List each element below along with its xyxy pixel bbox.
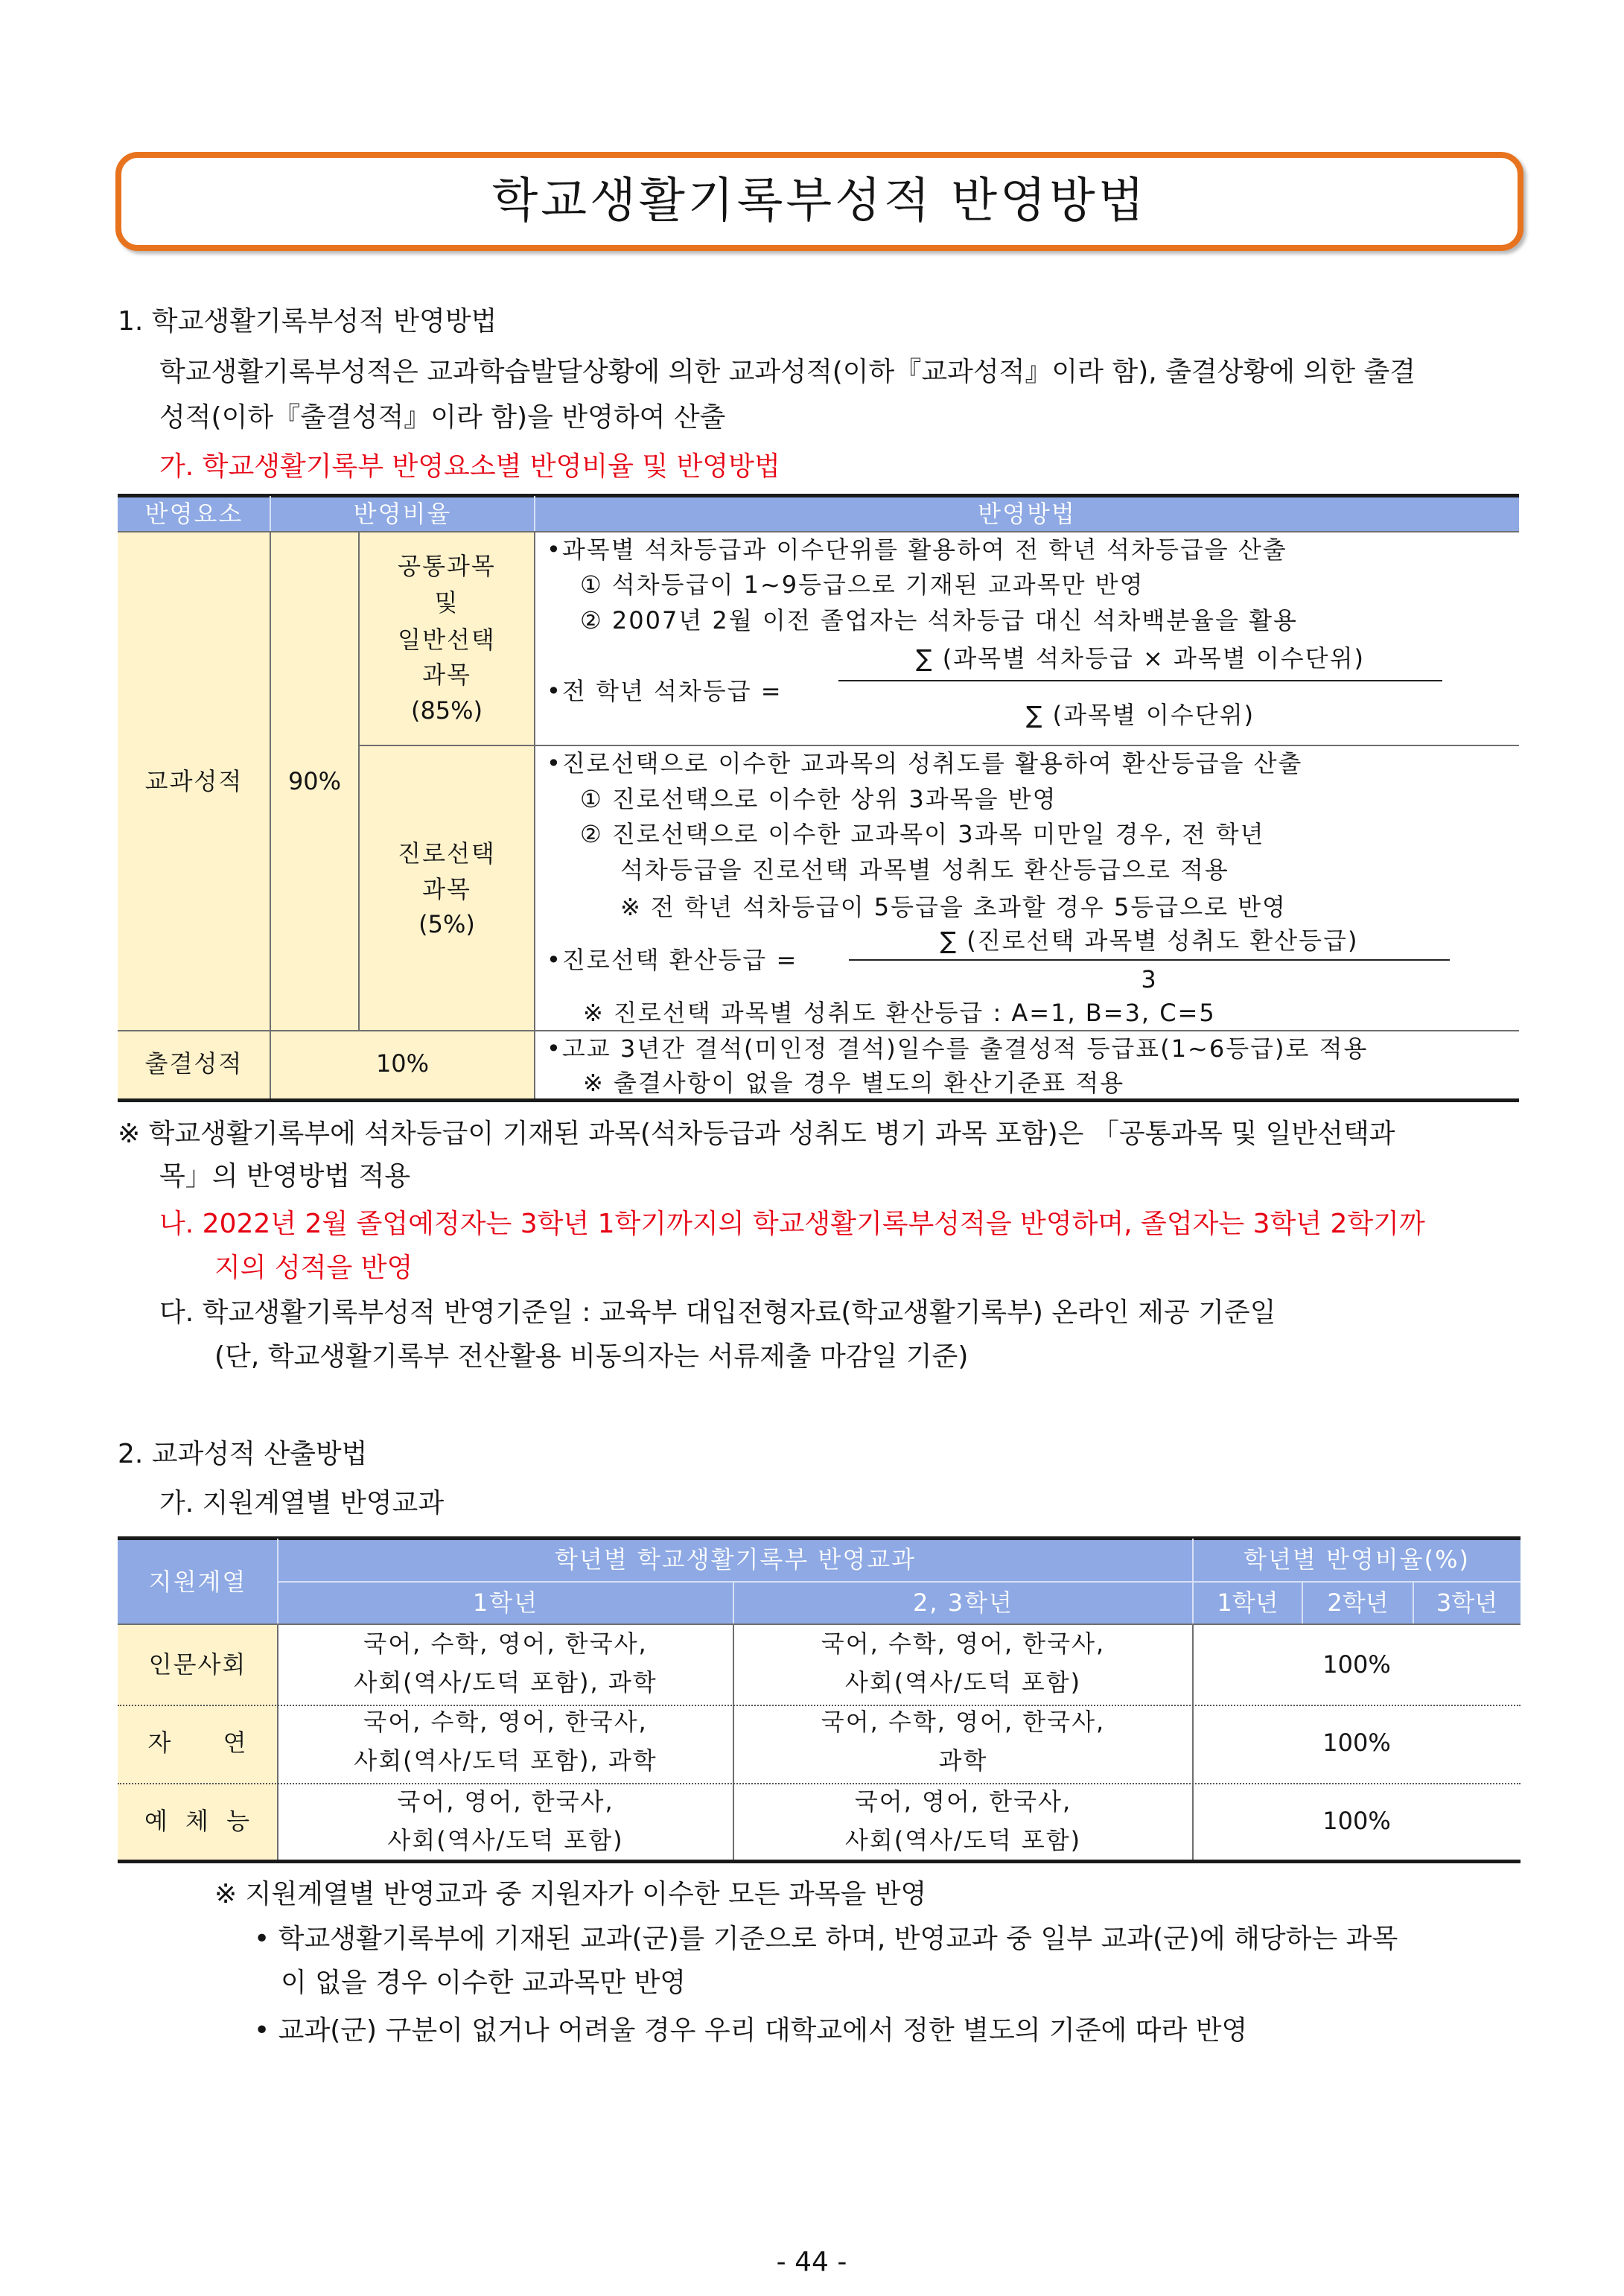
row-divider [118,1783,1520,1784]
career-label-line: 과목 [422,875,471,903]
section1-item-b: 나. 2022년 2월 졸업예정자는 3학년 1학기까지의 학교생활기록부성적을 반영하며, 졸업자는 3학년 2학기까 [159,1209,1425,1239]
ratio-value: 100% [1322,1807,1391,1835]
table-bottom-rule [118,1098,1519,1102]
track-label: 인문사회 [148,1650,247,1679]
header-ratio: 반영비율 [353,500,452,528]
career-note: ※ 진로선택 과목별 성취도 환산등급 : A=1, B=3, C=5 [583,999,1216,1027]
attendance-ratio: 10% [375,1049,430,1078]
common-method-line: •과목별 석차등급과 이수단위를 활용하여 전 학년 석차등급을 산출 [547,535,1287,564]
formula-denominator: ∑ (과목별 이수단위) [1025,701,1255,729]
career-method-line: ① 진로선택으로 이수한 상위 3과목을 반영 [580,785,1057,813]
ratio-value: 100% [1322,1729,1391,1757]
header-bottom-rule [118,1624,1520,1625]
attendance-label: 출결성적 [144,1049,243,1078]
fraction-bar [849,959,1450,961]
column-divider [270,532,271,1100]
page-title: 학교생활기록부성적 반영방법 [491,174,1147,229]
grade1-subjects-line: 국어, 수학, 영어, 한국사, [363,1629,648,1658]
common-label-line: (85%) [410,696,483,725]
grade1-subjects-line: 사회(역사/도덕 포함) [387,1826,624,1854]
section2-item-a: 가. 지원계열별 반영교과 [159,1488,445,1519]
section1-item-b: 지의 성적을 반영 [214,1253,413,1283]
page-number: - 44 - [776,2247,847,2277]
career-method-line: ② 진로선택으로 이수한 교과목이 3과목 미만일 경우, 전 학년 [580,820,1265,848]
header-track: 지원계열 [148,1568,247,1596]
row-divider [118,1705,1520,1706]
grade1-subjects-line: 국어, 수학, 영어, 한국사, [363,1708,648,1736]
header-ratio-grade2: 2학년 [1327,1589,1389,1617]
fraction-bar [838,680,1442,681]
common-label-line: 과목 [422,661,471,689]
row-divider [118,1030,1519,1031]
career-label-line: (5%) [418,910,475,938]
section2-note: • 학교생활기록부에 기재된 교과(군)를 기준으로 하며, 반영교과 중 일부 교과(군)에 해당하는 과목 [254,1924,1398,1954]
career-method-line: ※ 전 학년 석차등급이 5등급을 초과할 경우 5등급으로 반영 [620,893,1287,921]
title-box [115,152,1523,251]
header-ratio-grade1: 1학년 [1217,1589,1278,1617]
section2-note: ※ 지원계열별 반영교과 중 지원자가 이수한 모든 과목을 반영 [214,1879,927,1909]
header-ratio-grade3: 3학년 [1436,1589,1498,1617]
grade23-subjects-line: 국어, 수학, 영어, 한국사, [821,1708,1106,1736]
section2-note: 이 없을 경우 이수한 교과목만 반영 [281,1968,687,1998]
section1-item-c: (단, 학교생활기록부 전산활용 비동의자는 서류제출 마감일 기준) [214,1341,969,1372]
subject-grade-label: 교과성적 [144,767,243,795]
track-label: 자 연 [147,1729,248,1757]
common-label-line: 공통과목 [398,552,496,580]
header-element: 반영요소 [144,500,243,528]
formula-denominator: 3 [1141,965,1158,993]
career-method-line: 석차등급을 진로선택 과목별 성취도 환산등급으로 적용 [620,856,1229,884]
grade23-subjects-line: 국어, 영어, 한국사, [854,1787,1072,1816]
attendance-method-line: ※ 출결사항이 없을 경우 별도의 환산기준표 적용 [583,1069,1125,1097]
section1-note: ※ 학교생활기록부에 석차등급이 기재된 과목(석차등급과 성취도 병기 과목 포함)은 「공통과목 및 일반선택과 [118,1119,1395,1149]
table-top-rule [118,494,1519,497]
header-subjects-group: 학년별 학교생활기록부 반영교과 [554,1545,917,1574]
grade1-subjects-line: 사회(역사/도덕 포함), 과학 [354,1746,657,1775]
header-grade23: 2, 3학년 [913,1589,1013,1617]
subject-grade-ratio: 90% [287,767,342,795]
header-divider [278,1581,1520,1583]
attendance-method-line: •고교 3년간 결석(미인정 결석)일수를 출결성적 등급표(1~6등급)로 적용 [547,1034,1369,1063]
ratio-value: 100% [1322,1650,1391,1679]
table-top-rule [118,1536,1520,1540]
grade1-subjects-line: 사회(역사/도덕 포함), 과학 [354,1668,657,1696]
section1-intro-line: 성적(이하『출결성적』이라 함)을 반영하여 산출 [159,402,726,433]
common-method-line: ① 석차등급이 1~9등급으로 기재된 교과목만 반영 [580,570,1144,599]
section1-item-a: 가. 학교생활기록부 반영요소별 반영비율 및 반영방법 [159,451,780,482]
header-grade1: 1학년 [472,1589,539,1617]
common-method-line: ② 2007년 2월 이전 졸업자는 석차등급 대신 석차백분율을 활용 [580,606,1298,635]
grade1-subjects-line: 국어, 영어, 한국사, [397,1787,614,1816]
header-bottom-rule [118,531,1519,532]
common-label-line: 및 [434,588,459,617]
section2-note: • 교과(군) 구분이 없거나 어려울 경우 우리 대학교에서 정한 별도의 기준에 따라 반영 [254,2015,1248,2046]
formula-numerator: ∑ (진로선택 과목별 성취도 환산등급) [940,926,1359,955]
formula-numerator: ∑ (과목별 석차등급 × 과목별 이수단위) [916,644,1365,672]
header-ratio-group: 학년별 반영비율(%) [1244,1545,1470,1574]
formula-label: •전 학년 석차등급 = [547,677,783,705]
section1-intro-line: 학교생활기록부성적은 교과학습발달상황에 의한 교과성적(이하『교과성적』이라 함), 출결상황에 의한 출결 [159,357,1416,387]
header-method: 반영방법 [978,500,1076,528]
grade23-subjects-line: 과학 [938,1746,988,1775]
grade23-subjects-line: 사회(역사/도덕 포함) [844,1668,1082,1696]
track-label: 예 체 능 [144,1807,252,1835]
grade23-subjects-line: 사회(역사/도덕 포함) [844,1826,1082,1854]
career-method-line: •진로선택으로 이수한 교과목의 성취도를 활용하여 환산등급을 산출 [547,749,1303,777]
section1-heading: 1. 학교생활기록부성적 반영방법 [118,306,497,337]
grade23-subjects-line: 국어, 수학, 영어, 한국사, [821,1629,1106,1658]
formula-label: •진로선택 환산등급 = [547,946,798,974]
row-divider [358,745,1519,746]
table-bottom-rule [118,1860,1520,1863]
common-label-line: 일반선택 [398,626,496,654]
section2-heading: 2. 교과성적 산출방법 [118,1439,368,1469]
section1-note: 목」의 반영방법 적용 [159,1161,411,1192]
section1-item-c: 다. 학교생활기록부성적 반영기준일 : 교육부 대입전형자료(학교생활기록부) 온라인 제공 기준일 [159,1297,1276,1328]
career-label-line: 진로선택 [398,839,496,868]
